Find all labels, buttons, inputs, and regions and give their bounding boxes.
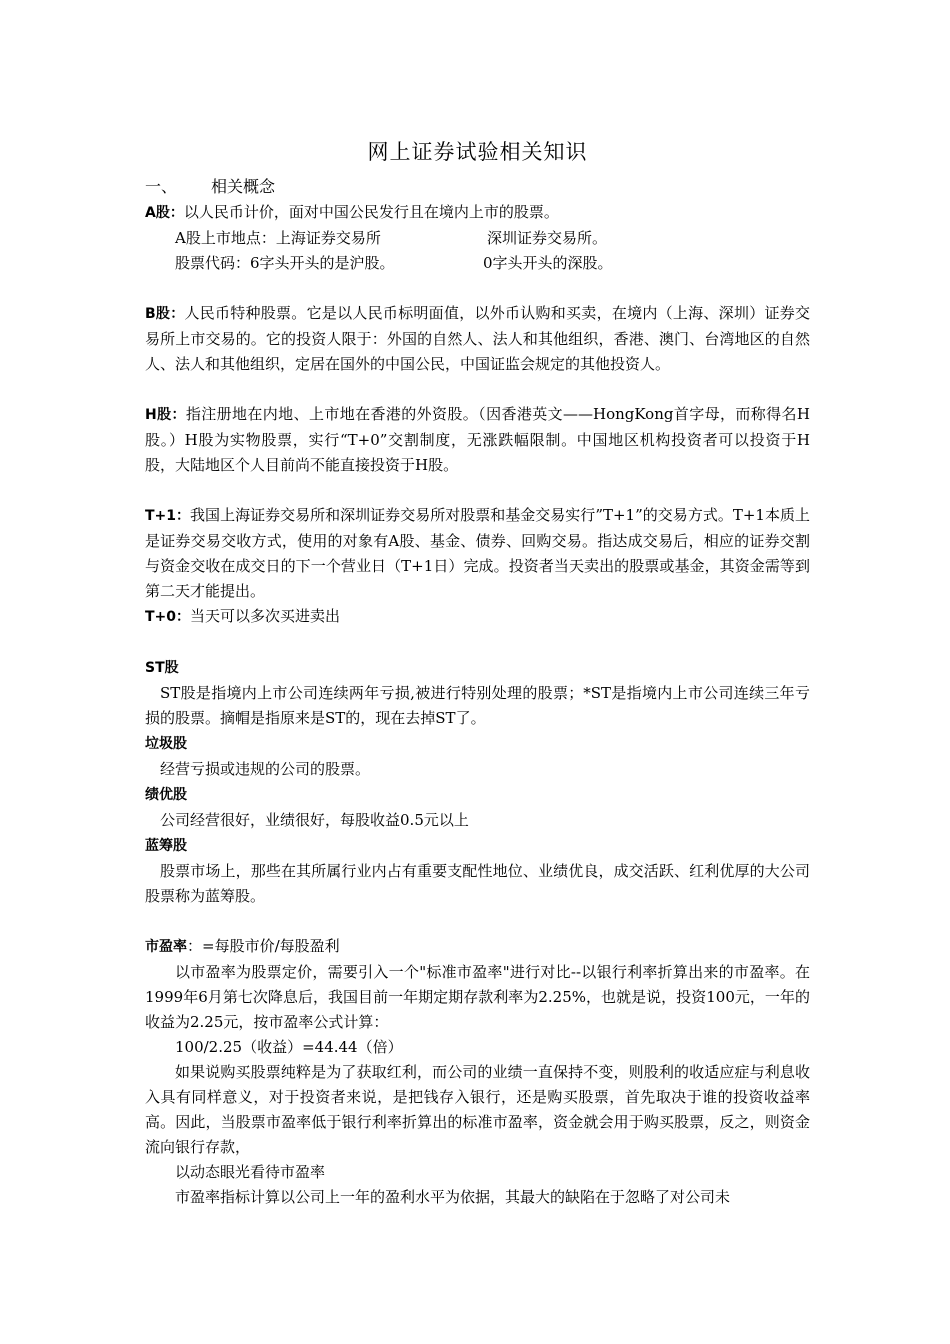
a-share-term: A股： <box>145 205 184 221</box>
h-share-definition: 指注册地在内地、上市地在香港的外资股。（因香港英文——HongKong首字母，而称得名H股。）H股为实物股票，实行“T+0”交割制度，无涨跌幅限制。中国地区机构投资者可以投资于H股，大陆地区个人目前尚不能直接投资于H股。 <box>145 405 810 474</box>
pe-calculation: 100/2.25（收益）=44.44（倍） <box>175 1038 403 1056</box>
document-page <box>145 138 810 1210</box>
a-share-code <box>145 251 810 276</box>
t1-definition: 我国上海证券交易所和深圳证券交易所对股票和基金交易实行”T+1”的交易方式。T+1本质上是证券交易交收方式，使用的对象有A股、基金、债券、回购交易。指达成交易后，相应的证券交割与资金交收在成交日的下一个营业日（T+1日）完成。投资者当天卖出的股票或基金，其资金需等到第二天才能提出。 <box>145 506 810 600</box>
junk-term: 垃圾股 <box>145 736 187 752</box>
b-share-definition: 人民币特种股票。它是以人民币标明面值，以外币认购和买卖，在境内（上海、深圳）证券交易所上市交易的。它的投资人限于：外国的自然人、法人和其他组织，香港、澳门、台湾地区的自然人、法人和其他组织，定居在国外的中国公民，中国证监会规定的其他投资人。 <box>145 304 810 373</box>
a-share-definition: 以人民币计价，面对中国公民发行且在境内上市的股票。 <box>183 203 559 221</box>
a-share-venue-label: A股上市地点：上海证券交易所 <box>175 229 381 247</box>
bluechip-term: 蓝筹股 <box>145 838 187 854</box>
a-share-code-label: 股票代码：6字头开头的是沪股。 <box>175 254 395 272</box>
quality-heading <box>145 782 810 808</box>
b-share-term: B股： <box>145 306 185 322</box>
a-share-venue <box>145 226 810 251</box>
page-title: 网上证券试验相关知识 <box>367 140 588 164</box>
section-label: 相关概念 <box>211 177 276 196</box>
a-share-paragraph <box>145 200 810 226</box>
t0-paragraph <box>145 604 810 630</box>
pe-subheading: 以动态眼光看待市盈率 <box>175 1163 326 1181</box>
h-share-term: H股： <box>145 407 186 423</box>
t0-definition: 当天可以多次买进卖出 <box>190 607 341 625</box>
quality-term: 绩优股 <box>145 787 187 803</box>
h-share-paragraph <box>145 402 810 478</box>
a-share-venue-2: 深圳证券交易所。 <box>487 229 608 247</box>
t1-term: T+1： <box>145 508 191 524</box>
a-share-code-2: 0字头开头的深股。 <box>483 254 613 272</box>
pe-paragraph-1: 以市盈率为股票定价，需要引入一个"标准市盈率"进行对比--以银行利率折算出来的市盈率。在1999年6月第七次降息后，我国目前一年期定期存款利率为2.25%，也就是说，投资100元，一年的收益为2.25元，按市盈率公式计算： <box>145 963 810 1031</box>
pe-term: 市盈率 <box>145 939 187 955</box>
pe-heading <box>145 934 810 960</box>
st-definition: ST股是指境内上市公司连续两年亏损,被进行特别处理的股票；*ST是指境内上市公司连续三年亏损的股票。摘帽是指原来是ST的，现在去掉ST了。 <box>145 684 810 727</box>
pe-paragraph-2: 如果说购买股票纯粹是为了获取红利，而公司的业绩一直保持不变，则股利的收适应症与利息收入具有同样意义，对于投资者来说，是把钱存入银行，还是购买股票，首先取决于谁的投资收益率高。因此，当股票市盈率低于银行利率折算出的标准市盈率，资金就会用于购买股票，反之，则资金流向银行存款， <box>145 1063 810 1156</box>
quality-definition: 公司经营很好，业绩很好，每股收益0.5元以上 <box>160 811 469 829</box>
pe-formula: ：=每股市价/每股盈利 <box>187 937 340 955</box>
t1-paragraph <box>145 503 810 604</box>
t0-term: T+0： <box>145 609 191 625</box>
bluechip-heading <box>145 833 810 859</box>
junk-heading <box>145 731 810 757</box>
st-heading <box>145 655 810 681</box>
section-heading <box>145 176 810 198</box>
b-share-paragraph <box>145 301 810 377</box>
pe-paragraph-3: 市盈率指标计算以公司上一年的盈利水平为依据，其最大的缺陷在于忽略了对公司未 <box>175 1188 731 1206</box>
section-number: 一、 <box>145 177 178 196</box>
st-term: ST股 <box>145 660 179 676</box>
bluechip-definition: 股票市场上，那些在其所属行业内占有重要支配性地位、业绩优良，成交活跃、红利优厚的大公司股票称为蓝筹股。 <box>145 862 810 905</box>
junk-definition: 经营亏损或违规的公司的股票。 <box>160 760 371 778</box>
